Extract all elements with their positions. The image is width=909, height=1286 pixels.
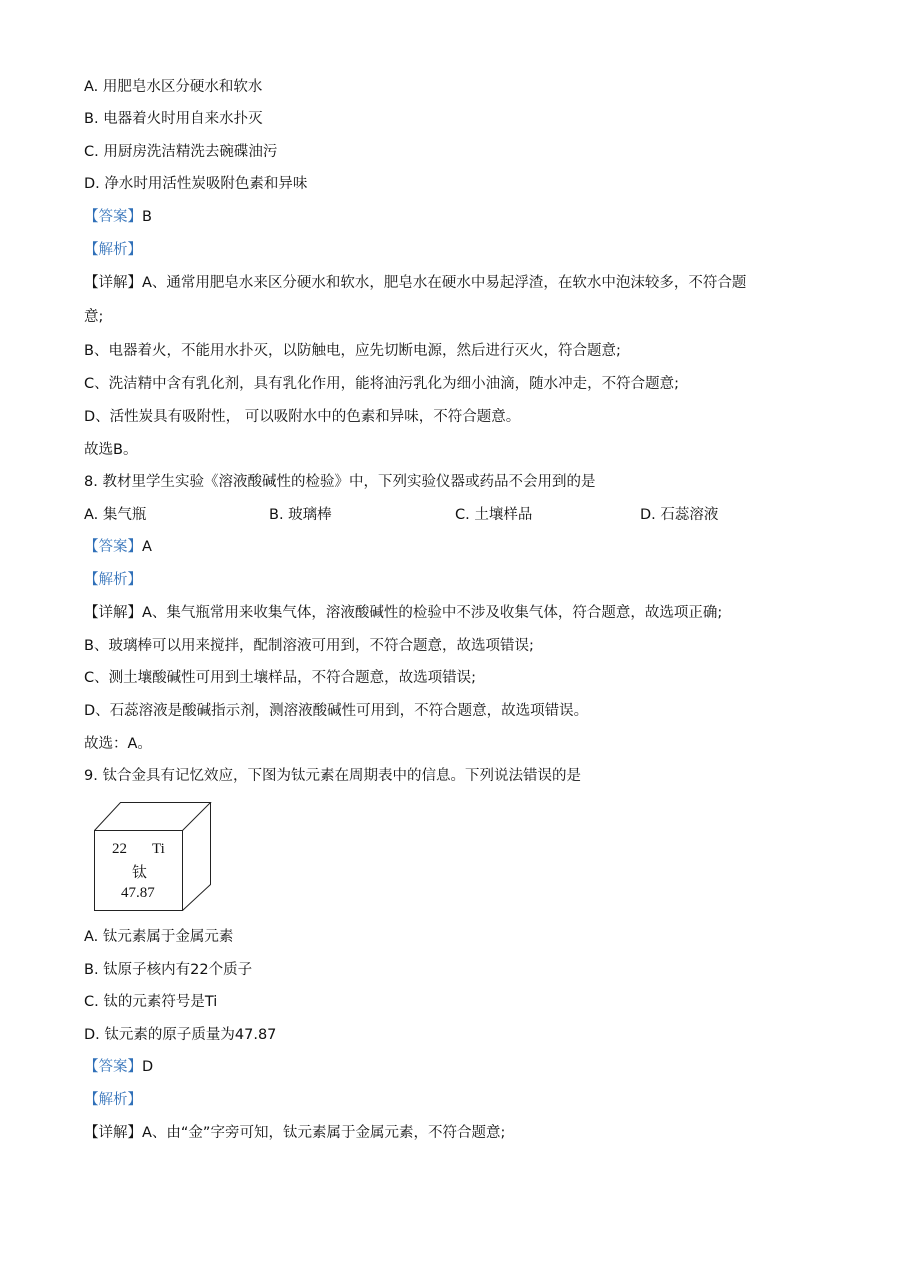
answer-tag: 【答案】 [84, 1059, 142, 1075]
answer-tag: 【答案】 [84, 539, 142, 555]
q9-detail-a [84, 1123, 505, 1143]
q7-conclusion: 故选B。 [84, 442, 138, 458]
titanium-element-cube [92, 800, 214, 914]
q7-option-a: A. 用肥皂水区分硬水和软水 [84, 79, 263, 95]
q7-detail-a [84, 273, 746, 293]
q8-option-c: C. 土壤样品 [455, 507, 533, 523]
detail-tag: 【详解】 [84, 605, 142, 621]
q7-detail-a-cont: 意; [84, 309, 104, 325]
detail-text: A、集气瓶常用来收集气体，溶液酸碱性的检验中不涉及收集气体，符合题意，故选项正确; [142, 605, 723, 621]
q9-stem: 9. 钛合金具有记忆效应，下图为钛元素在周期表中的信息。下列说法错误的是 [84, 768, 581, 784]
q9-option-b: B. 钛原子核内有22个质子 [84, 962, 253, 978]
q8-detail-c: C、测土壤酸碱性可用到土壤样品，不符合题意，故选项错误; [84, 670, 477, 686]
q7-option-c: C. 用厨房洗洁精洗去碗碟油污 [84, 144, 278, 160]
q8-option-a: A. 集气瓶 [84, 507, 147, 523]
q7-detail-c: C、洗洁精中含有乳化剂，具有乳化作用，能将油污乳化为细小油滴，随水冲走，不符合题意; [84, 376, 680, 392]
q8-option-d: D. 石蕊溶液 [640, 507, 719, 523]
q8-option-b: B. 玻璃棒 [269, 507, 332, 523]
q8-detail-d: D、石蕊溶液是酸碱指示剂，测溶液酸碱性可用到，不符合题意，故选项错误。 [84, 703, 589, 719]
detail-tag: 【详解】 [84, 275, 142, 291]
q8-stem: 8. 教材里学生实验《溶液酸碱性的检验》中，下列实验仪器或药品不会用到的是 [84, 474, 596, 490]
answer-tag: 【答案】 [84, 209, 142, 225]
detail-tag: 【详解】 [84, 1125, 142, 1141]
element-name: 钛 [132, 863, 148, 881]
q9-option-c: C. 钛的元素符号是Ti [84, 994, 218, 1010]
q9-answer [84, 1057, 153, 1077]
q9-option-d: D. 钛元素的原子质量为47.87 [84, 1027, 277, 1043]
q9-option-a: A. 钛元素属于金属元素 [84, 929, 234, 945]
atomic-mass: 47.87 [121, 885, 155, 901]
q7-analysis-tag: 【解析】 [84, 242, 142, 258]
q7-detail-d: D、活性炭具有吸附性， 可以吸附水中的色素和异味，不符合题意。 [84, 409, 521, 425]
q7-answer [84, 207, 152, 227]
atomic-number: 22 [112, 841, 127, 857]
answer-value: D [142, 1059, 154, 1075]
q8-detail-a [84, 603, 722, 623]
q8-detail-b: B、玻璃棒可以用来搅拌，配制溶液可用到，不符合题意，故选项错误; [84, 638, 534, 654]
detail-text: A、由“金”字旁可知，钛元素属于金属元素，不符合题意; [142, 1125, 506, 1141]
q7-option-b: B. 电器着火时用自来水扑灭 [84, 111, 263, 127]
q7-option-d: D. 净水时用活性炭吸附色素和异味 [84, 176, 308, 192]
answer-value: A [142, 539, 152, 555]
q9-analysis-tag: 【解析】 [84, 1092, 142, 1108]
detail-text: A、通常用肥皂水来区分硬水和软水，肥皂水在硬水中易起浮渣，在软水中泡沫较多，不符合题 [142, 275, 747, 291]
q8-analysis-tag: 【解析】 [84, 572, 142, 588]
q8-answer [84, 537, 152, 557]
element-symbol: Ti [152, 841, 165, 857]
answer-value: B [142, 209, 152, 225]
q7-detail-b: B、电器着火，不能用水扑灭，以防触电，应先切断电源，然后进行灭火，符合题意; [84, 343, 621, 359]
q8-conclusion: 故选：A。 [84, 736, 152, 752]
